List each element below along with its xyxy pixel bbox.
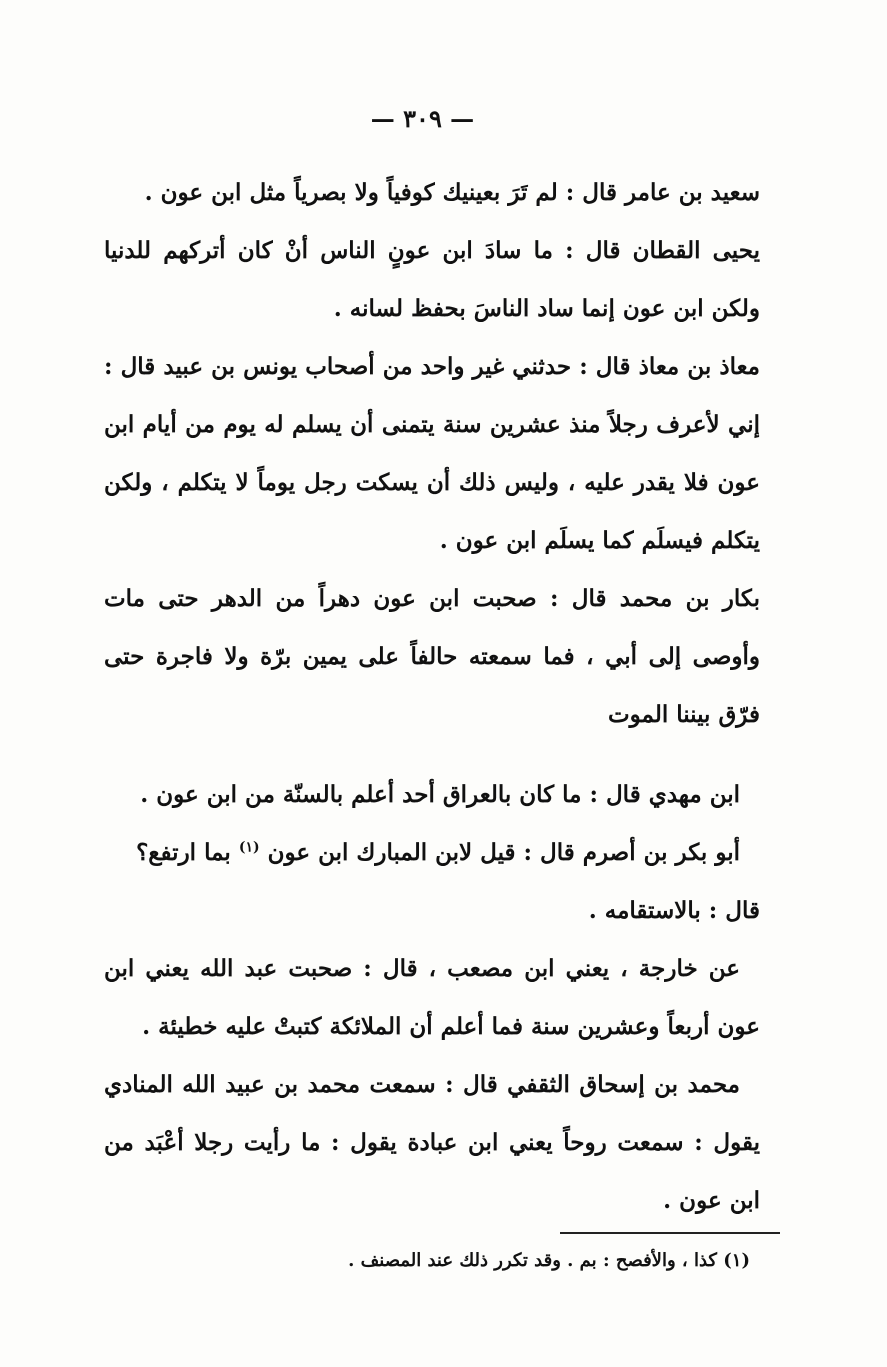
- paragraph-6-text-before: أبو بكر بن أصرم قال : قيل لابن المبارك ابن عون: [267, 839, 740, 866]
- footnote-marker: (١): [238, 839, 260, 856]
- paragraph-6-text-after: بما ارتفع؟: [136, 839, 231, 866]
- paragraph-8: محمد بن إسحاق الثقفي قال : سمعت محمد بن عبيد الله المنادي يقول : سمعت روحاً يعني ابن عبادة يقول : ما رأيت رجلا أعْبَد من ابن عون .: [104, 1071, 760, 1214]
- paragraph-6-continuation: قال : بالاستقامه .: [588, 897, 760, 924]
- footnote-divider: [560, 1232, 780, 1234]
- paragraph-2: يحيى القطان قال : ما سادَ ابن عونٍ الناس أنْ كان أتركهم للدنيا ولكن ابن عون إنما ساد الناسَ بحفظ لسانه .: [104, 237, 760, 322]
- paragraph-6: [104, 824, 760, 882]
- paragraph-3: معاذ بن معاذ قال : حدثني غير واحد من أصحاب يونس بن عبيد قال : إني لأعرف رجلاً منذ عشرين سنة يتمنى أن يسلم له يوم من أيام ابن عون فلا يقدر عليه ، وليس ذلك أن يسكت رجل يوماً لا يتكلم ، ولكن يتكلم فيسلَم كما يسلَم ابن عون .: [104, 353, 760, 554]
- paragraph-5: ابن مهدي قال : ما كان بالعراق أحد أعلم بالسنّة من ابن عون .: [140, 781, 740, 808]
- footnote: (١) كذا ، والأفصح : بم . وقد تكرر ذلك عند المصنف .: [348, 1250, 750, 1271]
- paragraph-4: بكار بن محمد قال : صحبت ابن عون دهراً من الدهر حتى مات وأوصى إلى أبي ، فما سمعته حالفاً على يمين برّة ولا فاجرة حتى فرّق بيننا الموت: [104, 585, 760, 728]
- paragraph-1: سعيد بن عامر قال : لم تَرَ بعينيك كوفياً ولا بصرياً مثل ابن عون .: [144, 179, 760, 206]
- page-number: — ٣٠٩ —: [370, 104, 475, 133]
- paragraph-7: عن خارجة ، يعني ابن مصعب ، قال : صحبت عبد الله يعني ابن عون أربعاً وعشرين سنة فما أعلم أن الملائكة كتبتْ عليه خطيئة .: [104, 955, 760, 1040]
